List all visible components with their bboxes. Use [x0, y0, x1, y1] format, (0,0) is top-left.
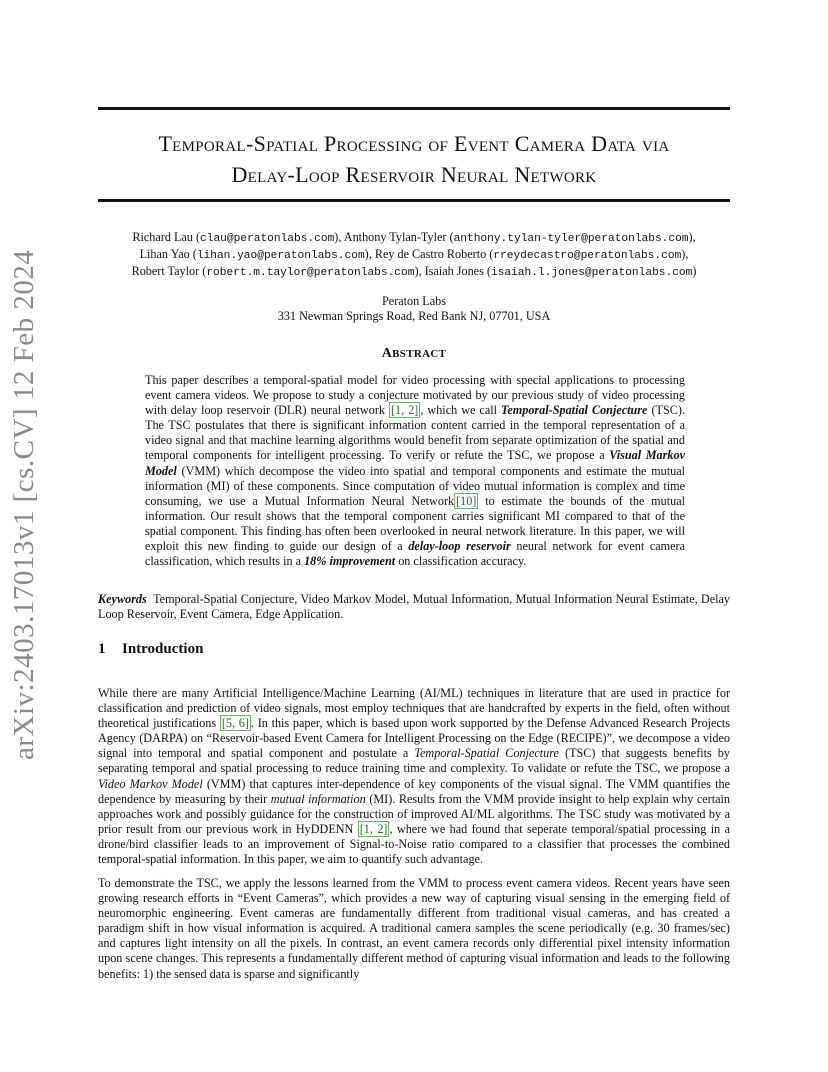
paragraph: To demonstrate the TSC, we apply the lessons learned from the VMM to process event camera videos. Recent years have seen growing research efforts in “Event Cameras”, which provides a new way of capturing visual sensing in the emerging field of neuromorphic engineering. Event cameras are fundamentally different from traditional visual cameras, and has created a paradigm shift in how visual information is acquired. A traditional camera samples the scene periodically (e.g. 30 frames/sec) and captures light intensity on all the pixels. In contrast, an event camera records only differential pixel intensity information upon scene changes. This represents a fundamentally different method of capturing visual information and leads to the following benefits: 1) the sensed data is sparse and significantly [98, 876, 730, 981]
author-name: Isaiah Jones [424, 264, 484, 279]
citation-link[interactable]: [10] [456, 493, 477, 508]
affiliation-org: Peraton Labs [382, 294, 446, 308]
emphasis: Video Markov Model [98, 776, 203, 791]
emphasis: Temporal-Spatial Conjecture [414, 746, 559, 761]
keywords-text: Temporal-Spatial Conjecture, Video Markov Model, Mutual Information, Mutual Information Neural Estimate, Delay Loop Reservoir, Event Camera, Edge Application. [98, 592, 731, 622]
author-name: Lihan Yao [139, 247, 190, 262]
emphasis: Temporal-Spatial Conjecture [501, 403, 648, 418]
author-name: Richard Lau [132, 230, 193, 244]
author-email[interactable]: isaiah.l.jones@peratonlabs.com [490, 267, 693, 280]
emphasis: mutual information [270, 791, 366, 806]
title-line-1: Temporal-Spatial Processing of Event Camera Data via [158, 131, 670, 156]
affiliation [98, 294, 730, 324]
author-name: Rey de Castro Roberto [374, 247, 487, 262]
abstract-heading: ABSTRACT [381, 346, 447, 361]
section-title: Introduction [122, 641, 204, 657]
title-line-2: Delay-Loop Reservoir Neural Network [231, 162, 597, 187]
author-name: Anthony Tylan-Tyler [343, 230, 447, 244]
affiliation-address: 331 Newman Springs Road, Red Bank NJ, 07701, USA [277, 309, 551, 323]
author-email[interactable]: robert.m.taylor@peratonlabs.com [206, 267, 415, 280]
paper-title [98, 128, 730, 190]
arxiv-stamp: arXiv:2403.17013v1 [cs.CV] 12 Feb 2024 [8, 249, 40, 760]
abstract-text: This paper describes a temporal-spatial model for video processing with special applications to processing event camera videos. We propose to study a conjecture motivated by our previous study of video processing with delay loop reservoir (DLR) neural network [1, 2] , which we call Temporal-Spatial Conjecture (TSC). The TSC postulates that there is significant information content carried in the temporal representation of a video signal and that machine learning algorithms would benefit from separate optimization of the spatial and temporal components for intelligent processing. To verify or refute the TSC, we propose a Visual Markov Model (VMM) which decompose the video into spatial and temporal components and estimate the mutual information (MI) of these components. Since computation of video mutual information is complex and time consuming, we use a Mutual Information Neural Network [10] to estimate the bounds of the mutual information. Our result shows that the temporal component carries significant MI compared to that of the spatial component. This finding has often been overlooked in neural network literature. In this paper, we will exploit this new finding to guide our design of a delay-loop reservoir neural network for event camera classification, which results in a 18% improvement on classification accuracy. [145, 373, 685, 569]
author-name: Robert Taylor [131, 264, 200, 279]
citation-link[interactable]: [5, 6] [221, 716, 249, 731]
emphasis: delay-loop reservoir [408, 539, 511, 554]
author-email[interactable]: lihan.yao@peratonlabs.com [196, 250, 365, 263]
author-email[interactable]: rreydecastro@peratonlabs.com [493, 250, 682, 263]
title-rule-top [98, 107, 730, 110]
emphasis: Visual Markov Model [145, 448, 685, 478]
emphasis: 18% improvement [304, 554, 396, 569]
title-rule-bottom [98, 199, 730, 202]
author-list: Richard Lau (clau@peratonlabs.com), Anthony Tylan-Tyler (anthony.tylan-tyler@peratonlabs.com), Lihan Yao (lihan.yao@peratonlabs.com), Rey de Castro Roberto (rreydecastro@peratonlabs.com), Robert Taylor (robert.m.taylor@peratonlabs.com), Isaiah Jones (isaiah.l.jones@peratonlabs.com) [131, 230, 697, 280]
section-heading [98, 641, 203, 658]
author-email[interactable]: anthony.tylan-tyler@peratonlabs.com [453, 233, 689, 245]
paragraph: While there are many Artificial Intelligence/Machine Learning (AI/ML) techniques in literature that are used in practice for classification and prediction of video signals, most employ techniques that are handcrafted by experts in the field, often without theoretical justifications [5, 6] . In this paper, which is based upon work supported by the Defense Advanced Research Projects Agency (DARPA) on “Reservoir-based Event Camera for Intelligent Processing on the Edge (RECIPE)”, we decompose a video signal into temporal and spatial component and postulate a Temporal-Spatial Conjecture (TSC) that suggests benefits by separating temporal and spatial processing to reduce training time and complexity. To validate or refute the TSC, we propose a Video Markov Model (VMM) that captures inter-dependence of key components of the visual signal. The VMM quantifies the dependence by measuring by their mutual information (MI). Results from the VMM provide insight to help explain why certain approaches work and possibly guidance for the construction of improved AI/ML algorithms. The TSC study was motivated by a prior result from our previous work in HyDDENN [1, 2] , where we had found that seperate temporal/spatial processing in a drone/bird classifier leads to an improvement of Signal-to-Noise ratio compared to a classifier that processes the combined temporal-spatial information. In this paper, we aim to quantify such advantage. [98, 686, 731, 867]
citation-link[interactable]: [1, 2] [359, 821, 388, 836]
citation-link[interactable]: [1, 2] [390, 403, 419, 418]
author-email[interactable]: clau@peratonlabs.com [200, 233, 335, 245]
keywords [98, 592, 730, 622]
section-number: 1 [98, 641, 106, 657]
keywords-label: Keywords [98, 592, 147, 606]
